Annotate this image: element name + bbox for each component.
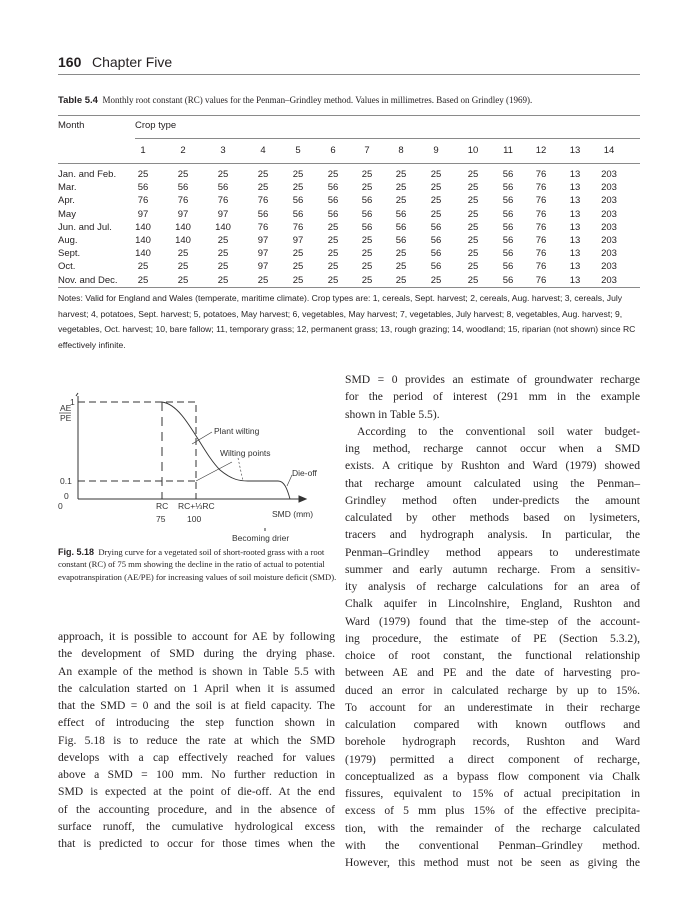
table-cell: 76: [177, 195, 189, 207]
table-cell: 25: [327, 169, 339, 180]
table-cell: 140: [215, 221, 231, 233]
column-header: 2: [180, 145, 186, 156]
text-line: Ward (1979) found that the time-step of the account-: [345, 614, 640, 628]
table-cell: 25: [217, 248, 229, 260]
text-line: ity analysis of recharge calculations for an area of: [345, 580, 640, 593]
step-function-line: [78, 402, 196, 499]
die-off-label: Die-off: [292, 468, 317, 478]
table-cell: 25: [430, 169, 442, 180]
table-cell: 25: [467, 274, 479, 286]
table-cell: 56: [292, 208, 304, 220]
table-cell: 25: [217, 274, 229, 286]
text-line: effect of introducing the step function shown in: [58, 716, 335, 730]
table-cell: 76: [535, 195, 547, 207]
table-cell: 56: [292, 195, 304, 207]
text-line: SMD = 0 provides an estimate of groundwater recharge: [345, 373, 640, 386]
table-cell: 76: [137, 195, 149, 207]
table-cell: 56: [502, 221, 514, 233]
table-cell: 25: [361, 248, 373, 260]
text-line: with the conventional Penman–Grindley method.: [345, 838, 640, 852]
table-cell: 140: [135, 235, 151, 246]
table-cell: 56: [361, 195, 373, 207]
table-cell: 25: [257, 274, 269, 286]
text-line: the development of SMD during the drying phase.: [58, 647, 335, 661]
text-line: conceptualized as a bypass flow component via Chalk: [345, 769, 640, 783]
table-cell: 13: [569, 195, 581, 207]
table-cell: 76: [292, 221, 304, 233]
column-header: 5: [295, 145, 301, 156]
text-line: of the accounting procedure, and in the absence of: [58, 802, 335, 816]
y-tick-1: 1: [70, 397, 75, 407]
table-cell: 56: [502, 208, 514, 220]
row-month: Apr.: [58, 195, 75, 207]
wilting-leader-2: [238, 458, 243, 481]
table-cell: 56: [217, 182, 229, 194]
text-line: calculation compared with known outflows and: [345, 718, 640, 731]
table-cell: 25: [467, 221, 479, 233]
table-cell: 56: [327, 195, 339, 207]
column-header: 11: [503, 145, 513, 156]
table-cell: 56: [395, 221, 407, 233]
text-line: that recharge amount calculated using the Penman–: [345, 476, 640, 490]
table-cell: 203: [601, 235, 617, 246]
table-cell: 13: [569, 182, 581, 194]
table-cell: 56: [430, 248, 442, 260]
column-header: 14: [603, 145, 615, 156]
text-line: According to the conventional soil water budget-: [357, 424, 640, 438]
wilting-points-label: Wilting points: [220, 448, 271, 458]
table-cell: 25: [467, 195, 479, 207]
table-cell: 25: [257, 182, 269, 194]
table-cell: 140: [175, 235, 191, 246]
table-cell: 13: [569, 208, 581, 220]
table-cell: 25: [467, 182, 479, 194]
table-cell: 25: [361, 261, 373, 273]
text-line: excess of 5 mm plus 15% of the effective precipita-: [345, 804, 640, 818]
table-cell: 25: [217, 261, 229, 273]
text-line: that is predicted to occur for those times when the: [58, 837, 335, 850]
table-cell: 13: [569, 261, 581, 273]
text-line: ing procedure, the estimate of PE (Section 5.3.2),: [345, 631, 640, 645]
table-cell: 203: [601, 169, 617, 180]
table-cell: 25: [467, 208, 479, 220]
table-cell: 25: [327, 274, 339, 286]
table-cell: 97: [137, 208, 149, 220]
table-cell: 56: [361, 221, 373, 233]
figure-caption-text: Drying curve for a vegetated soil of short-rooted grass with a root constant (RC) of 75 mm showing the decline in the ratio of actual to potential evapotranspiration (AE/PE) for increasing values of soil moisture deficit (SMD).: [58, 547, 337, 582]
y-tick-0: 0: [64, 491, 69, 501]
table-cell: 25: [395, 274, 407, 286]
table-cell: 76: [535, 169, 547, 180]
page-number: 160: [58, 54, 82, 70]
table-cell: 25: [361, 235, 373, 246]
row-month: Nov. and Dec.: [58, 274, 118, 286]
text-line: develops with a cap effectively reached for values: [58, 750, 335, 764]
y-label-pe: PE: [60, 413, 72, 423]
column-header: 3: [220, 145, 226, 156]
table-cell: 25: [430, 208, 442, 220]
table-cell: 25: [467, 261, 479, 273]
row-month: Aug.: [58, 235, 78, 246]
table-cell: 56: [502, 261, 514, 273]
y-tick-0.1: 0.1: [60, 476, 72, 486]
text-line: Chalk aquifer in Lincolnshire, England, Rushton and: [345, 597, 640, 611]
becoming-drier-label: Becoming drier: [232, 533, 290, 543]
table-cell: 25: [292, 261, 304, 273]
x-origin-label: 0: [58, 501, 63, 511]
y-label-ae: AE: [60, 403, 72, 413]
table-cell: 13: [569, 169, 581, 180]
table-cell: 25: [137, 261, 149, 273]
text-line: the calculation started on 1 April when it is assumed: [58, 681, 335, 695]
table-cell: 25: [327, 261, 339, 273]
column-header: 13: [569, 145, 581, 156]
table-cell: 97: [257, 235, 269, 246]
table-cell: 56: [361, 208, 373, 220]
table-cell: 25: [430, 195, 442, 207]
text-line: However, this method must not be seen as giving the: [345, 856, 640, 869]
table-cell: 25: [292, 248, 304, 260]
text-line: summer and early autumn recharge. From a sensitiv-: [345, 562, 640, 576]
row-month: Oct.: [58, 261, 76, 273]
row-month: Jun. and Jul.: [58, 221, 112, 233]
table-cell: 140: [175, 221, 191, 233]
column-header: 6: [330, 145, 336, 156]
chapter-title: Chapter Five: [92, 54, 173, 70]
text-line: tracers and hydrograph analysis. In particular, the: [345, 528, 640, 542]
table-cell: 56: [502, 235, 514, 246]
table-cell: 203: [601, 195, 617, 207]
table-cell: 56: [502, 195, 514, 207]
table-cell: 97: [292, 235, 304, 246]
table-cell: 25: [430, 274, 442, 286]
table-cell: 25: [395, 195, 407, 207]
table-cell: 97: [257, 248, 269, 260]
text-line: calculated by other methods based on lysimeters,: [345, 511, 640, 524]
table-cell: 56: [430, 221, 442, 233]
table-cell: 97: [177, 208, 189, 220]
table-label: Table 5.4: [58, 95, 98, 106]
column-header: 1: [140, 145, 146, 156]
column-header: 12: [535, 145, 547, 156]
text-line: tion, with the remainder of the recharge calculated: [345, 821, 640, 835]
text-line: for the period of interest (291 mm in the example: [345, 390, 640, 404]
table-cell: 25: [292, 274, 304, 286]
table-cell: 203: [601, 208, 617, 220]
table-cell: 76: [217, 195, 229, 207]
table-cell: 25: [467, 169, 479, 180]
wilting-leader: [196, 462, 232, 481]
text-line: approach, it is possible to account for AE by following: [58, 630, 335, 643]
x-axis-label: SMD (mm): [272, 509, 314, 519]
table-cell: 97: [257, 261, 269, 273]
table-cell: 25: [177, 248, 189, 260]
table-cell: 25: [467, 248, 479, 260]
text-line: surface runoff, the cumulative hydrological excess: [58, 819, 335, 833]
text-line: Grindley method often under-predicts the amount: [345, 493, 640, 507]
table-cell: 25: [327, 248, 339, 260]
column-header: 8: [398, 145, 404, 156]
table-cell: 25: [430, 182, 442, 194]
text-line: above a SMD = 100 mm. No further reduction in: [58, 768, 335, 781]
text-line: Fig. 5.18 is to reduce the rate at which the SMD: [58, 733, 335, 747]
table-cell: 25: [217, 169, 229, 180]
column-header: 9: [433, 145, 439, 156]
table-cell: 25: [327, 221, 339, 233]
text-line: exists. A critique by Rushton and Ward (1979) showed: [345, 459, 640, 473]
table-cell: 25: [177, 169, 189, 180]
text-line: fissures, equivalent to 15% of actual precipitation in: [345, 787, 640, 800]
table-cell: 25: [395, 169, 407, 180]
table-cell: 56: [177, 182, 189, 194]
text-line: choice of root constant, the functional relationship: [345, 649, 640, 662]
table-cell: 76: [535, 274, 547, 286]
table-cell: 25: [395, 248, 407, 260]
table-cell: 56: [502, 182, 514, 194]
table-cell: 56: [327, 208, 339, 220]
table-cell: 25: [137, 274, 149, 286]
table-cell: 56: [327, 182, 339, 194]
table-cell: 25: [395, 261, 407, 273]
column-header: 10: [467, 145, 479, 156]
table-cell: 203: [601, 274, 617, 286]
row-month: May: [58, 208, 76, 220]
text-line: SMD is expected at the point of die-off. At the end: [58, 785, 335, 799]
table-cell: 13: [569, 274, 581, 286]
table-cell: 76: [535, 235, 547, 246]
x-value-75: 75: [156, 514, 166, 524]
table-cell: 56: [502, 248, 514, 260]
month-header: Month: [58, 120, 85, 131]
table-cell: 25: [395, 182, 407, 194]
text-line: (1979) permitted a direct component of recharge,: [345, 752, 640, 766]
table-cell: 203: [601, 221, 617, 233]
table-cell: 140: [135, 248, 151, 260]
text-line: that the SMD = 0 and the soil is at field capacity. The: [58, 699, 335, 712]
table-cell: 25: [177, 274, 189, 286]
table-cell: 25: [327, 235, 339, 246]
table-cell: 76: [535, 182, 547, 194]
table-cell: 203: [601, 261, 617, 273]
figure-label: Fig. 5.18: [58, 547, 95, 557]
table-caption-text: Monthly root constant (RC) values for the Penman–Grindley method. Values in millimetres. Based on Grindley (1969).: [102, 95, 533, 105]
table-cell: 56: [502, 274, 514, 286]
text-line: shown in Table 5.5).: [345, 407, 440, 421]
text-line: Penman–Grindley method appears to underestimate: [345, 545, 640, 559]
x-value-100: 100: [187, 514, 202, 524]
row-month: Sept.: [58, 248, 81, 260]
table-cell: 76: [535, 248, 547, 260]
table-cell: 97: [217, 208, 229, 220]
table-cell: 76: [535, 208, 547, 220]
table-cell: 25: [361, 169, 373, 180]
table-notes: Notes: Valid for England and Wales (temperate, maritime climate). Crop types are: 1, cereals, Sept. harvest; 2, cereals, Aug. harvest; 3, cereals, July harvest; 4, potatoes, Sept. harvest; 5, potatoes, May harvest; 6, vegetables, May harvest; 7, vegetables, July harvest; 8, vegetables, Aug. harvest; 9, vegetables, Oct. harvest; 10, bare fallow; 11, temporary grass; 12, permanent grass; 13, rough grazing; 14, woodland; 15, riparian (not shown) since RC effectively infinite.: [58, 293, 636, 350]
table-cell: 203: [601, 248, 617, 260]
column-header: 4: [260, 145, 266, 156]
text-line: duced an error in calculated recharge by up to 15%.: [345, 683, 640, 697]
table-cell: 25: [361, 274, 373, 286]
x-axis-arrow: [299, 496, 306, 502]
text-line: ing method, recharge cannot occur when a SMD: [345, 442, 640, 455]
table-cell: 76: [535, 261, 547, 273]
table-cell: 140: [135, 221, 151, 233]
table-cell: 25: [217, 235, 229, 246]
figure-caption: [58, 546, 340, 583]
table-cell: 25: [137, 169, 149, 180]
text-line: between AE and PE and the date of harvesting pro-: [345, 666, 640, 680]
x-tick-rc: RC: [156, 501, 169, 511]
table-cell: 56: [430, 261, 442, 273]
row-month: Jan. and Feb.: [58, 169, 117, 180]
crop-type-header: Crop type: [135, 120, 177, 131]
table-cell: 56: [430, 235, 442, 246]
table-cell: 13: [569, 221, 581, 233]
table-cell: 56: [502, 169, 514, 180]
row-month: Mar.: [58, 182, 77, 194]
table-cell: 76: [257, 221, 269, 233]
x-tick-rc-third: RC+⅓RC: [178, 501, 215, 511]
text-line: borehole hydrograph records, Rushton and Ward: [345, 735, 640, 749]
table-cell: 56: [395, 208, 407, 220]
text-line: To account for an underestimate in their recharge: [345, 700, 640, 714]
plant-wilting-label: Plant wilting: [214, 426, 260, 436]
column-header: 7: [364, 145, 370, 156]
table-cell: 76: [257, 195, 269, 207]
text-line: An example of the method is shown in Table 5.5 with: [58, 664, 335, 678]
table-cell: 25: [292, 169, 304, 180]
table-cell: 13: [569, 235, 581, 246]
table-cell: 56: [257, 208, 269, 220]
table-cell: 56: [395, 235, 407, 246]
table-cell: 25: [361, 182, 373, 194]
table-cell: 13: [569, 248, 581, 260]
table-cell: 25: [292, 182, 304, 194]
table-cell: 25: [257, 169, 269, 180]
y-axis-tick: [76, 393, 78, 396]
table-cell: 25: [177, 261, 189, 273]
table-cell: 76: [535, 221, 547, 233]
table-cell: 203: [601, 182, 617, 194]
table-cell: 25: [467, 235, 479, 246]
table-cell: 56: [137, 182, 149, 194]
